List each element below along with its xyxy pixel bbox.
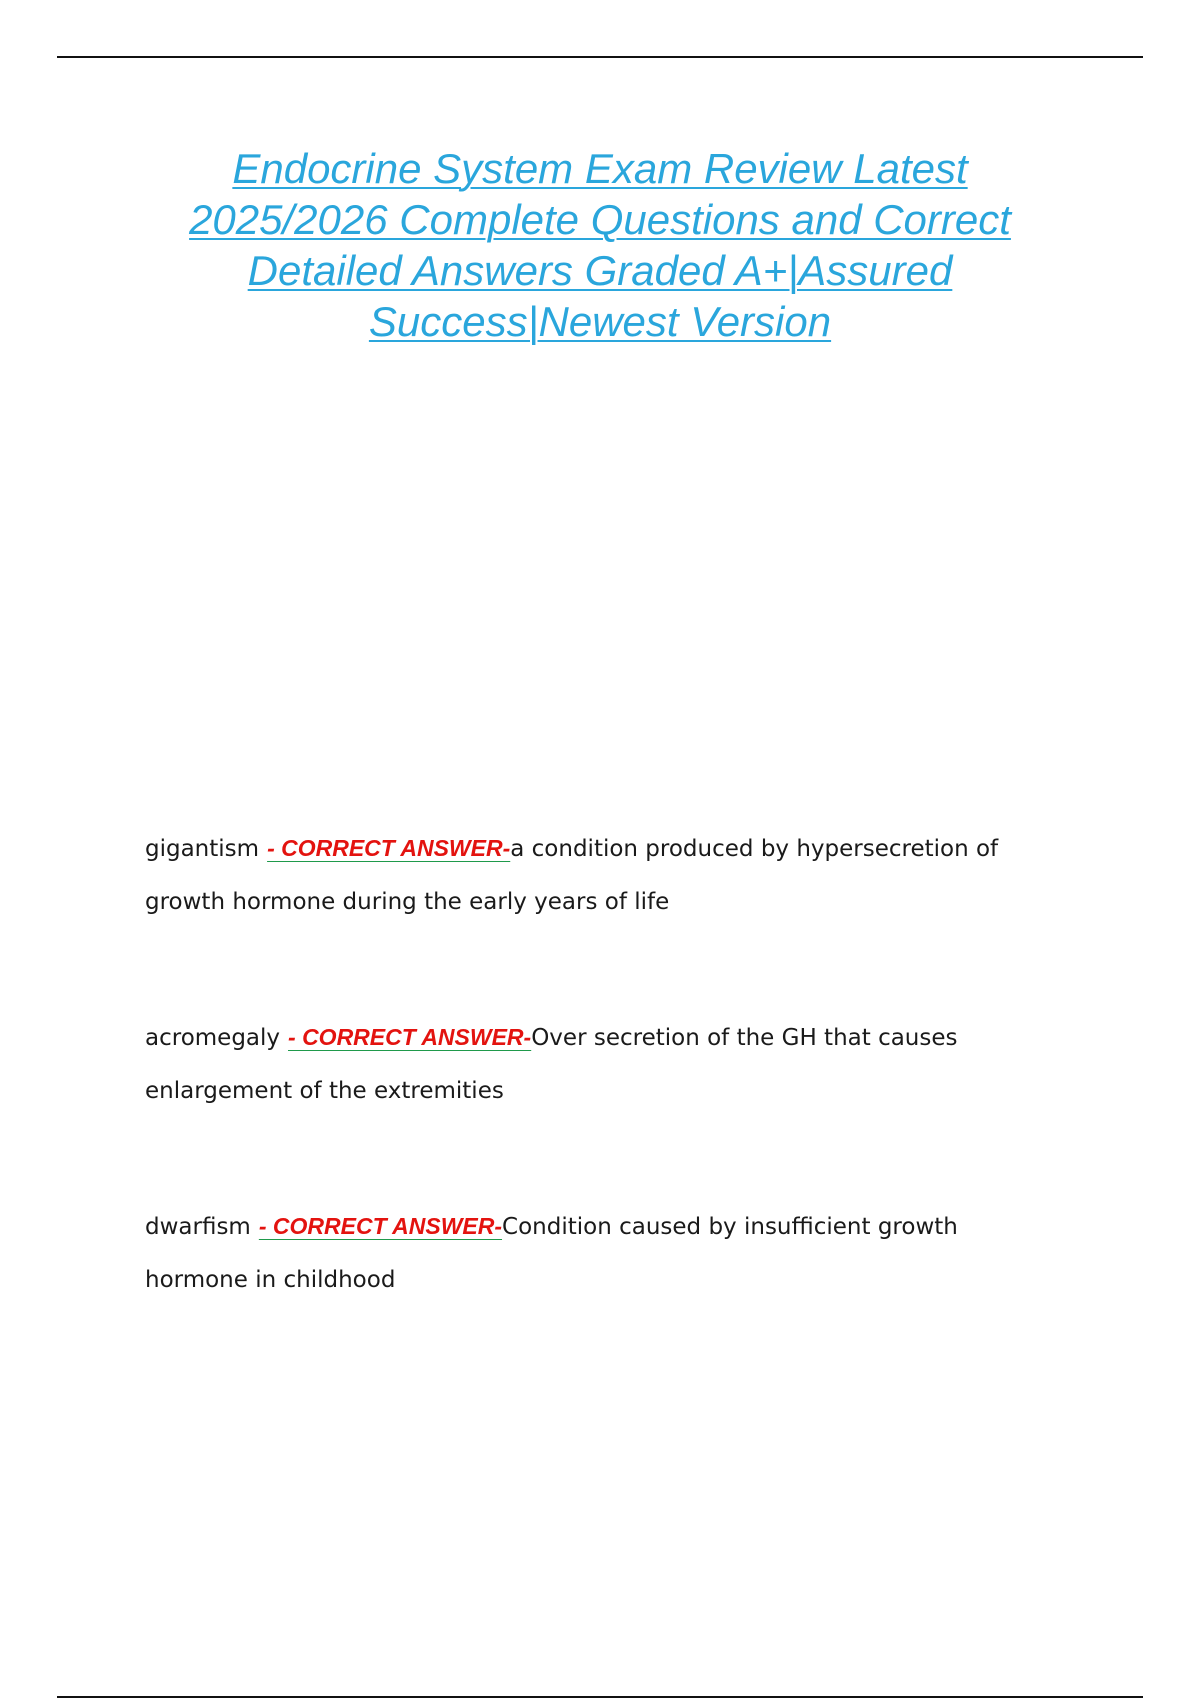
term: gigantism <box>145 836 260 862</box>
answer-text: a condition produced by hypersecretion of growth hormone during the early years of life <box>145 836 999 915</box>
answer-text: Condition caused by insufficient growth hormone in childhood <box>145 1214 958 1293</box>
qa-list <box>145 822 1065 1389</box>
term: dwarfism <box>145 1214 251 1240</box>
bottom-rule <box>57 1696 1143 1698</box>
qa-item <box>145 822 1065 929</box>
correct-answer-marker: - CORRECT ANSWER- <box>288 1024 532 1050</box>
correct-answer-marker: - CORRECT ANSWER- <box>267 835 511 861</box>
qa-item <box>145 1011 1065 1118</box>
term: acromegaly <box>145 1025 281 1051</box>
correct-answer-marker: - CORRECT ANSWER- <box>258 1213 503 1239</box>
top-rule <box>57 56 1143 58</box>
qa-item <box>145 1200 1065 1307</box>
document-title[interactable]: Endocrine System Exam Review Latest 2025/2026 Complete Questions and Correct Detailed Answers Graded A+|Assured Success|Newest Version <box>189 145 1011 345</box>
answer-text: Over secretion of the GH that causes enlargement of the extremities <box>145 1025 958 1104</box>
